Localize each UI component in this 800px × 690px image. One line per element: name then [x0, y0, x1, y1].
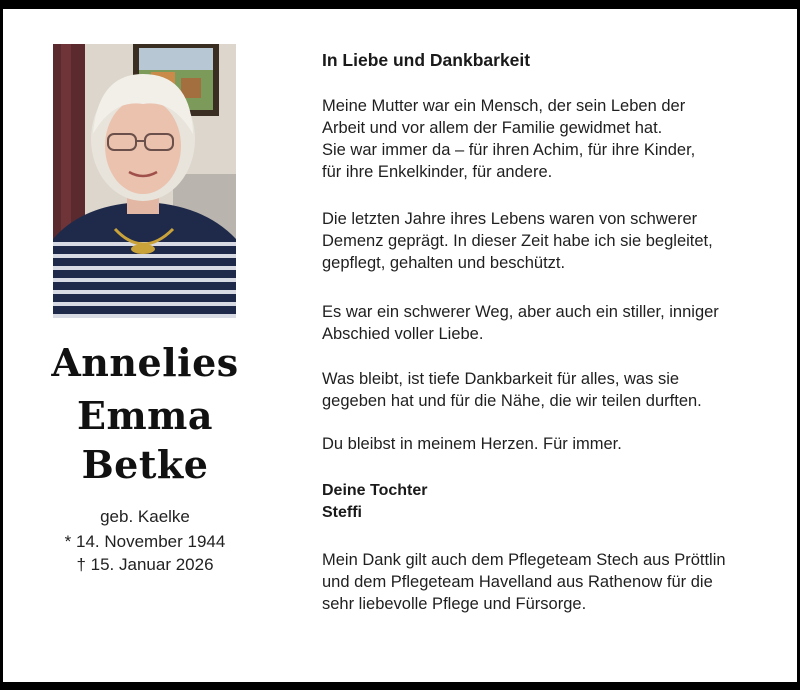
text-line: gegeben hat und für die Nähe, die wir teilen durften. — [322, 392, 702, 410]
text-line: Was bleibt, ist tiefe Dankbarkeit für alles, was sie — [322, 370, 680, 388]
paragraph-1 — [322, 95, 762, 183]
text-line: und dem Pflegeteam Havelland aus Rathenow für die — [322, 573, 713, 591]
text-line: Meine Mutter war ein Mensch, der sein Leben der — [322, 97, 686, 115]
text-line: Die letzten Jahre ihres Lebens waren von schwerer — [322, 210, 698, 228]
paragraph-6 — [322, 549, 762, 615]
text-line: Mein Dank gilt auch dem Pflegeteam Stech aus Pröttlin — [322, 551, 726, 569]
birth-name: geb. Kaelke — [100, 507, 190, 526]
text-line: sehr liebevolle Pflege und Fürsorge. — [322, 595, 587, 613]
notice-heading: In Liebe und Dankbarkeit — [322, 50, 531, 70]
text-line: Demenz geprägt. In dieser Zeit habe ich sie begleitet, — [322, 232, 713, 250]
text-line: Es war ein schwerer Weg, aber auch ein stiller, inniger — [322, 303, 719, 321]
text-line: Arbeit und vor allem der Familie gewidmet hat. — [322, 119, 663, 137]
deceased-first-name: Annelies — [51, 340, 239, 385]
text-line: Du bleibst in meinem Herzen. Für immer. — [322, 435, 622, 453]
signature — [322, 480, 428, 524]
deceased-middle-name: Emma — [76, 393, 213, 438]
portrait-photo — [53, 44, 236, 318]
deceased-last-name: Betke — [81, 442, 209, 487]
text-line: Sie war immer da – für ihren Achim, für ihre Kinder, — [322, 141, 696, 159]
birth-date: * 14. November 1944 — [64, 532, 226, 551]
text-line: Abschied voller Liebe. — [322, 325, 484, 343]
signature-line: Steffi — [322, 504, 362, 521]
paragraph-4 — [322, 368, 762, 412]
paragraph-3 — [322, 301, 762, 345]
signature-line: Deine Tochter — [322, 482, 428, 499]
text-line: für ihre Enkelkinder, für andere. — [322, 163, 553, 181]
paragraph-5 — [322, 433, 762, 455]
text-line: gepflegt, gehalten und beschützt. — [322, 254, 566, 272]
death-date: † 15. Januar 2026 — [76, 555, 214, 574]
paragraph-2 — [322, 208, 762, 274]
